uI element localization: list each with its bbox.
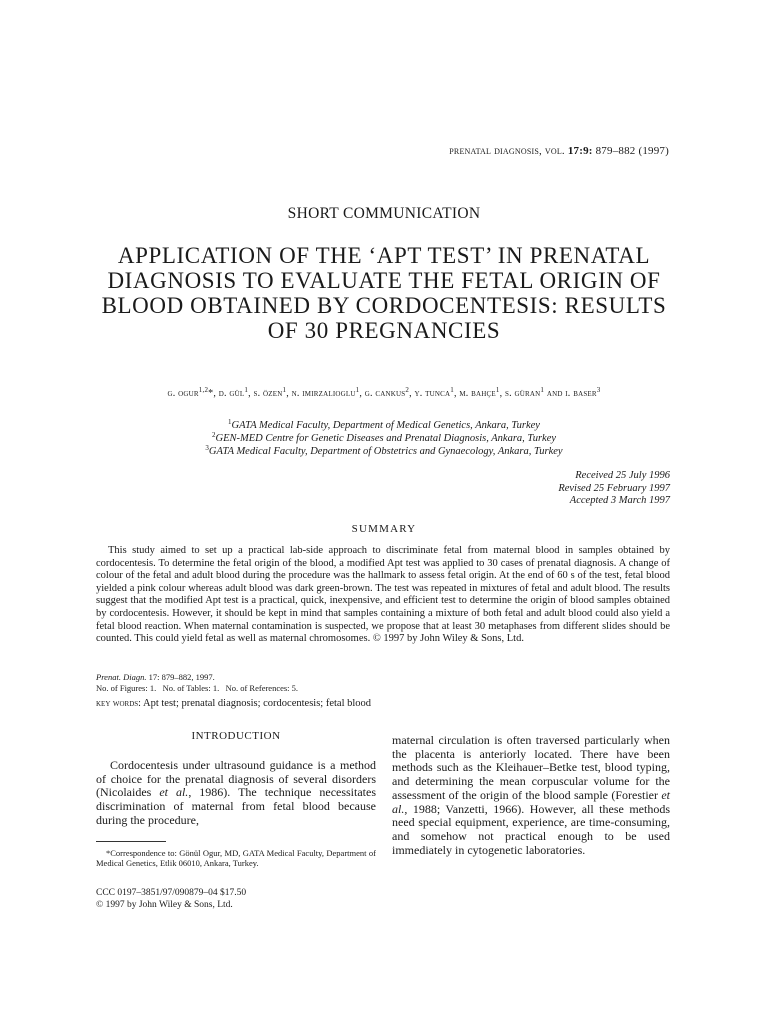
author-affiliation-mark: 1: [282, 386, 287, 394]
article-dates: [558, 470, 670, 508]
author-affiliation-mark: 1: [540, 386, 545, 394]
author-name: d. gül: [218, 388, 245, 399]
author-name: n. imirzalioglu: [291, 388, 356, 399]
volume-issue: 17:9:: [567, 145, 593, 157]
author-affiliation-mark: 1: [495, 386, 500, 394]
keywords-label: key words:: [96, 698, 141, 709]
revised-date: Revised 25 February 1997: [558, 482, 670, 494]
author-list: g. ogur$^{1,2}$*, d. gül$^1$, s. özen$^1$, n. imirzalioglu$^1$, g. cankus$^2$, y. tunca$^1$, m. bahçe$^1$, s. güran$^1$ and i. baser$^3$: [167, 386, 601, 399]
author-name: i. baser: [565, 388, 597, 399]
author-name: g. ogur: [167, 388, 199, 399]
summary-text: This study aimed to set up a practical lab-side approach to discriminate fetal from maternal blood in samples obtained by cordocentesis. To determine the fetal origin of the blood, a modified Apt test was applied to 30 cases of prenatal diagnosis. A change of colour of the fetal and adult blood during the procedure was the hallmark to assess fetal origin. At the end of 60 s of the test, fetal blood yielded a pink colour whereas adult blood was dark green-brown. The test was repeated in mixtures of fetal and adult blood. The results suggest that the modified Apt test is a practical, quick, inexpensive, and efficient test to determine the origin of blood samples obtained by cordocentesis. However, it should be kept in mind that samples containing a mixture of both fetal and adult blood could also yield a fetal blood reaction. When maternal contamination is suspected, we propose that at least 30 metaphases from different slides should be counted. This could yield fetal as well as maternal chromosomes. © 1997 by John Wiley & Sons, Ltd.: [96, 545, 670, 645]
author-affiliation-mark: 1: [450, 386, 454, 394]
journal-abbrev: Prenat. Diagn.: [96, 672, 147, 682]
introduction-paragraph-right: maternal circulation is often traversed particularly when the placenta is anteriorly located. There have been methods such as the Kleihauer–Betke test, blood typing, and determining the mean corpuscular volume for the assessment of the origin of the blood sample (Forestier et al., 1988; Vanzetti, 1966). However, all these methods need special equipment, experience, are time-consuming, and somehow not practical enough to be used immediately in cytogenetic laboratories.: [392, 733, 670, 857]
author-affiliation-mark: 2: [405, 386, 410, 394]
right-column: [392, 734, 670, 857]
journal-reference: [449, 145, 669, 157]
citation-info: [96, 672, 670, 693]
received-date: Received 25 July 1996: [575, 470, 670, 481]
affiliation-line: $^1$GATA Medical Faculty, Department of Medical Genetics, Ankara, Turkey: [228, 418, 540, 431]
affiliation-line: $^3$GATA Medical Faculty, Department of Obstetrics and Gynaecology, Ankara, Turkey: [205, 444, 563, 457]
citation-counts: No. of Figures: 1. No. of Tables: 1. No. of References: 5.: [96, 682, 299, 693]
keywords: [96, 698, 670, 710]
correspondence-footnote: *Correspondence to: Gönül Ogur, MD, GATA Medical Faculty, Department of Medical Genetics, Etlik 06010, Ankara, Turkey.: [96, 847, 376, 869]
author-and: and: [546, 388, 563, 399]
copyright-block: [96, 887, 376, 911]
citation-details: 17: 879–882, 1997.: [148, 672, 215, 682]
author-name: y. tunca: [414, 388, 451, 399]
author-affiliation-mark: 1: [244, 386, 249, 394]
author-name: g. cankus: [364, 388, 406, 399]
author-name: m. bahçe: [459, 388, 496, 399]
accepted-date: Accepted 3 March 1997: [569, 495, 670, 506]
affiliation-line: $^2$GEN-MED Centre for Genetic Diseases and Prenatal Diagnosis, Ankara, Turkey: [211, 431, 557, 444]
author-affiliation-mark: 1: [355, 386, 360, 394]
author-name: s. güran: [505, 388, 541, 399]
keywords-value: Apt test; prenatal diagnosis; cordocentesis; fetal blood: [143, 698, 372, 709]
section-kind: SHORT COMMUNICATION: [287, 205, 481, 222]
journal-name: prenatal diagnosis, vol.: [449, 145, 565, 157]
article-title: APPLICATION OF THE ‘APT TEST’ IN PRENATAL DIAGNOSIS TO EVALUATE THE FETAL ORIGIN OF BLOOD OBTAINED BY CORDOCENTESIS: RESULTS OF 30 PREGNANCIES: [101, 243, 667, 343]
copyright-notice: © 1997 by John Wiley & Sons, Ltd.: [96, 899, 233, 910]
affiliations: [96, 419, 672, 458]
introduction-heading: INTRODUCTION: [191, 730, 281, 742]
summary-heading: SUMMARY: [351, 523, 417, 535]
author-affiliation-mark: 3: [596, 386, 601, 394]
pages-year: 879–882 (1997): [595, 145, 669, 157]
footnote-divider: [96, 841, 166, 842]
author-name: s. özen: [253, 388, 283, 399]
introduction-paragraph-left: Cordocentesis under ultrasound guidance is a method of choice for the prenatal diagnosis of several disorders (Nicolaides et al., 1986). The technique necessitates discrimination of maternal from fetal blood because during the procedure,: [96, 758, 377, 827]
author-affiliation-mark: 1,2: [198, 386, 209, 394]
ccc-code: CCC 0197–3851/97/090879–04 $17.50: [96, 887, 247, 898]
left-column: [96, 730, 376, 911]
